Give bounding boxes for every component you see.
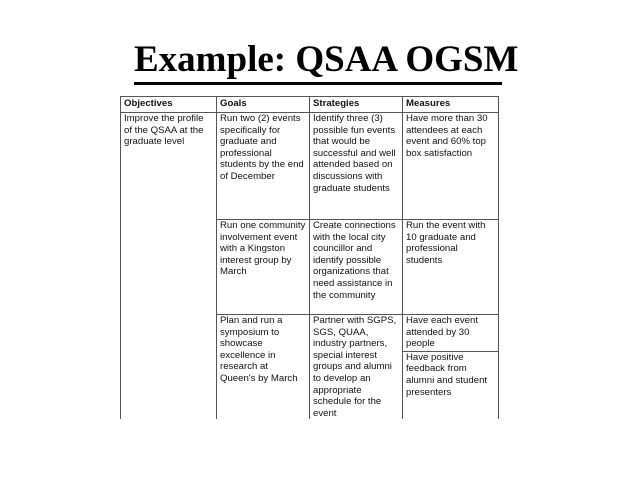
title-underline bbox=[134, 82, 502, 85]
measure-text: Have positive feedback from alumni and student presenters bbox=[403, 351, 498, 398]
strategy-cell bbox=[310, 220, 403, 315]
measure-text: Have each event attended by 30 people bbox=[406, 315, 478, 350]
strategy-cell bbox=[310, 315, 403, 420]
table-row bbox=[121, 113, 499, 220]
measure-text: Run the event with 10 graduate and professional students bbox=[406, 220, 486, 266]
goal-text: Plan and run a symposium to showcase excellence in research at Queen's by March bbox=[220, 315, 298, 384]
goal-cell bbox=[217, 113, 310, 220]
objective-cell bbox=[121, 113, 217, 220]
header-measures: Measures bbox=[403, 97, 499, 113]
header-strategies: Strategies bbox=[310, 97, 403, 113]
measure-cell bbox=[403, 220, 499, 315]
table-row bbox=[121, 315, 499, 420]
strategy-text: Partner with SGPS, SGS, QUAA, industry partners, special interest groups and alumni to develop an appropriate schedule for the event bbox=[313, 315, 397, 419]
goal-cell bbox=[217, 315, 310, 420]
objective-text: Improve the profile of the QSAA at the graduate level bbox=[124, 113, 204, 148]
objective-cell-empty bbox=[121, 315, 217, 420]
strategy-text: Identify three (3) possible fun events that would be successful and well attended based on discussions with graduate students bbox=[313, 113, 396, 194]
header-objectives: Objectives bbox=[121, 97, 217, 113]
goal-text: Run two (2) events specifically for graduate and professional students by the end of December bbox=[220, 113, 304, 182]
table-header-row bbox=[121, 97, 499, 113]
goal-cell bbox=[217, 220, 310, 315]
strategy-text: Create connections with the local city councillor and identify possible organizations that need assistance in the community bbox=[313, 220, 396, 301]
slide-title: Example: QSAA OGSM bbox=[134, 39, 519, 80]
goal-text: Run one community involvement event with a Kingston interest group by March bbox=[220, 220, 306, 278]
ogsm-table bbox=[120, 96, 499, 419]
objective-cell-empty bbox=[121, 220, 217, 315]
strategy-cell bbox=[310, 113, 403, 220]
measure-cell bbox=[403, 113, 499, 220]
table-row bbox=[121, 220, 499, 315]
header-goals: Goals bbox=[217, 97, 310, 113]
measure-cell bbox=[403, 315, 499, 420]
measure-text: Have more than 30 attendees at each event and 60% top box satisfaction bbox=[406, 113, 488, 159]
